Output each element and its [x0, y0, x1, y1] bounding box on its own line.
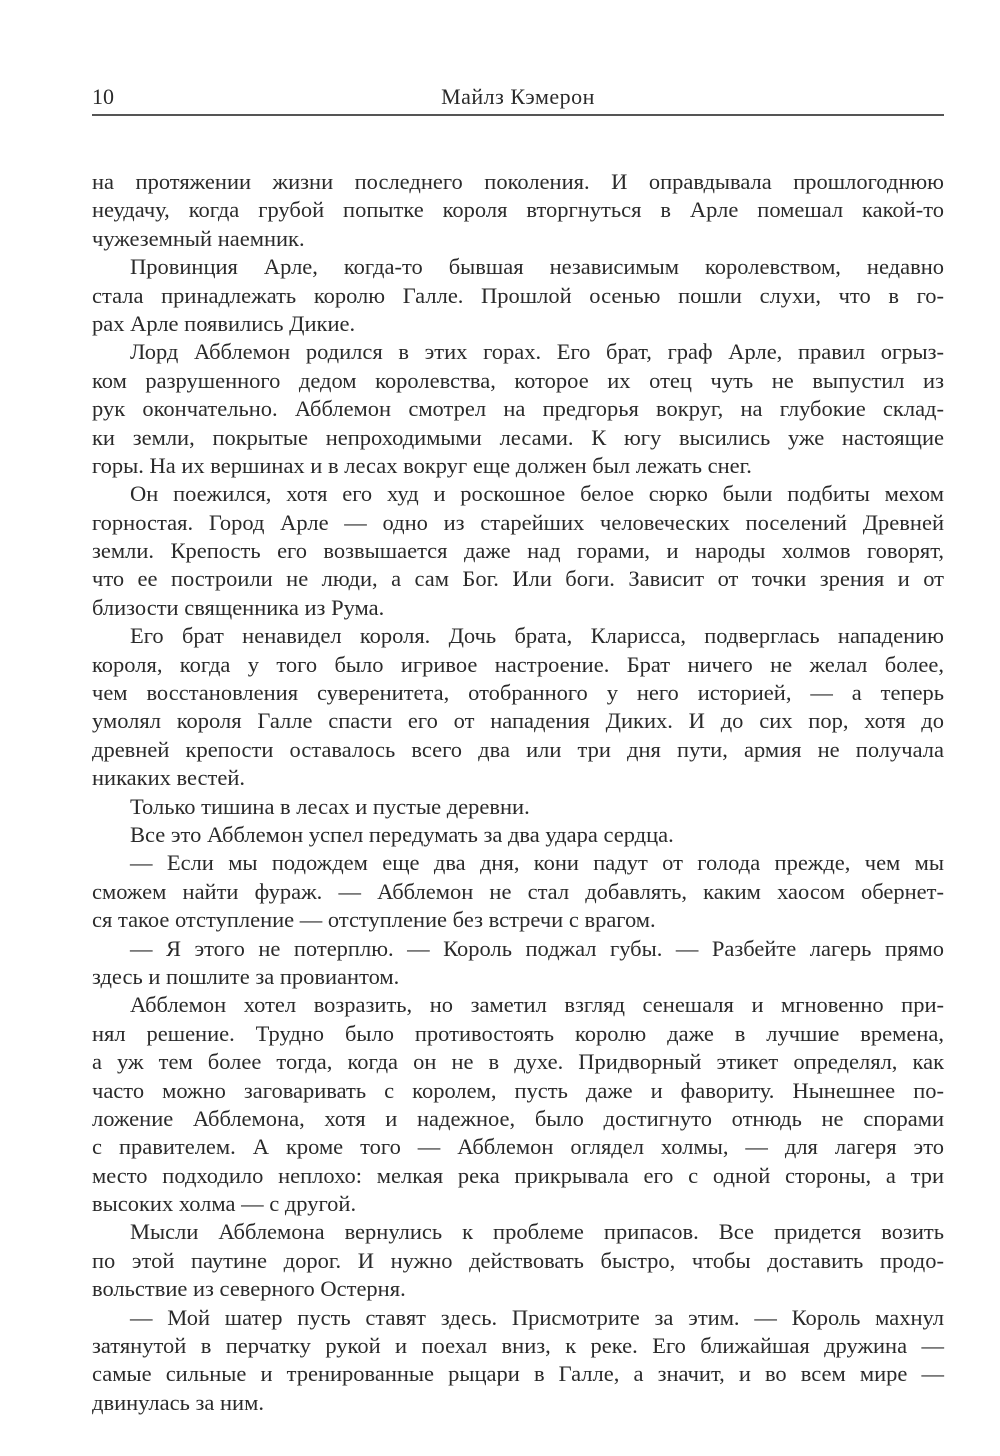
paragraph	[92, 480, 944, 622]
paragraph	[92, 168, 944, 253]
text-line: затянутой в перчатку рукой и поехал вниз, к реке. Его ближайшая дружина —	[92, 1333, 944, 1359]
page-number: 10	[92, 84, 114, 109]
paragraph	[92, 1218, 944, 1303]
text-line: чем восстановления суверенитета, отобранного у него историей, — а теперь	[92, 680, 944, 706]
text-line: — Я этого не потерплю. — Король поджал губы. — Разбейте лагерь прямо	[130, 935, 944, 961]
text-line: горностая. Город Арле — одно из старейших человеческих поселений Древней	[92, 509, 944, 535]
body-text	[92, 168, 944, 1417]
text-line: ки земли, покрытые непроходимыми лесами. К югу высились уже настоящие	[92, 424, 944, 450]
text-line: на протяжении жизни последнего поколения. И оправдывала прошлогоднюю	[92, 169, 944, 194]
text-line: здесь и пошлите за провиантом.	[92, 963, 400, 989]
text-line: Только тишина в лесах и пустые деревни.	[130, 793, 530, 819]
text-line: стала принадлежать королю Галле. Прошлой осенью пошли слухи, что в го-	[92, 282, 944, 308]
text-line: двинулась за ним.	[92, 1389, 264, 1415]
running-header	[92, 82, 944, 116]
text-line: — Если мы подождем еще два дня, кони падут от голода прежде, чем мы	[130, 850, 944, 876]
paragraph	[92, 821, 944, 849]
text-line: рук окончательно. Абблемон смотрел на предгорья вокруг, на глубокие склад-	[92, 396, 944, 422]
text-line: а уж тем более тогда, когда он не в духе. Придворный этикет определял, как	[92, 1049, 944, 1075]
text-line: близости священника из Рума.	[92, 594, 385, 620]
text-line: никаких вестей.	[92, 765, 246, 791]
text-line: Его брат ненавидел короля. Дочь брата, Кларисса, подверглась нападению	[130, 623, 944, 649]
text-line: вольствие из северного Остерня.	[92, 1276, 406, 1302]
text-line: что ее построили не люди, а сам Бог. Или боги. Зависит от точки зрения и от	[92, 566, 944, 592]
text-line: нял решение. Трудно было противостоять королю даже в лучшие времена,	[92, 1020, 944, 1046]
paragraph	[92, 935, 944, 992]
paragraph	[92, 253, 944, 338]
text-line: земли. Крепость его возвышается даже над горами, и народы холмов говорят,	[92, 538, 944, 564]
text-line: Лорд Абблемон родился в этих горах. Его брат, граф Арле, правил огрыз-	[130, 339, 944, 365]
text-line: Он поежился, хотя его худ и роскошное белое сюрко были подбиты мехом	[130, 481, 944, 507]
text-line: горы. На их вершинах и в лесах вокруг еще должен был лежать снег.	[92, 452, 752, 478]
text-line: древней крепости оставалось всего два или три дня пути, армия не получала	[92, 736, 944, 762]
text-line: чужеземный наемник.	[92, 225, 305, 251]
text-line: самые сильные и тренированные рыцари в Галле, а значит, и во всем мире —	[92, 1361, 944, 1387]
text-line: — Мой шатер пусть ставят здесь. Присмотрите за этим. — Король махнул	[130, 1304, 944, 1330]
text-line: ся такое отступление — отступление без встречи с врагом.	[92, 907, 656, 933]
text-line: по этой паутине дорог. И нужно действовать быстро, чтобы доставить продо-	[92, 1247, 944, 1273]
text-line: сможем найти фураж. — Абблемон не стал добавлять, каким хаосом обернет-	[92, 878, 944, 904]
text-line: короля, когда у того было игривое настроение. Брат ничего не желал более,	[92, 651, 944, 677]
text-line: Абблемон хотел возразить, но заметил взгляд сенешаля и мгновенно при-	[130, 992, 944, 1018]
paragraph	[92, 793, 944, 821]
text-line: рах Арле появились Дикие.	[92, 310, 356, 336]
paragraph	[92, 622, 944, 792]
text-line: Провинция Арле, когда-то бывшая независимым королевством, недавно	[130, 254, 944, 280]
text-line: часто можно заговаривать с королем, пусть даже и фавориту. Нынешнее по-	[92, 1077, 944, 1103]
text-line: умолял короля Галле спасти его от нападения Диких. И до сих пор, хотя до	[92, 708, 944, 734]
text-line: Мысли Абблемона вернулись к проблеме припасов. Все придется возить	[130, 1219, 944, 1245]
text-line: неудачу, когда грубой попытке короля вторгнуться в Арле помешал какой-то	[92, 197, 944, 223]
text-line: ложение Абблемона, хотя и надежное, было достигнуто отнюдь не спорами	[92, 1105, 944, 1131]
paragraph	[92, 849, 944, 934]
text-line: с правителем. А кроме того — Абблемон оглядел холмы, — для лагеря это	[92, 1134, 944, 1160]
text-line: высоких холма — с другой.	[92, 1191, 357, 1217]
paragraph	[92, 991, 944, 1218]
running-title: Майлз Кэмерон	[441, 84, 595, 109]
paragraph	[92, 1304, 944, 1418]
text-line: ком разрушенного дедом королевства, которое их отец чуть не выпустил из	[92, 367, 944, 393]
text-line: место подходило неплохо: мелкая река прикрывала его с одной стороны, а три	[92, 1162, 944, 1188]
paragraph	[92, 338, 944, 480]
text-line: Все это Абблемон успел передумать за два удара сердца.	[130, 821, 674, 847]
